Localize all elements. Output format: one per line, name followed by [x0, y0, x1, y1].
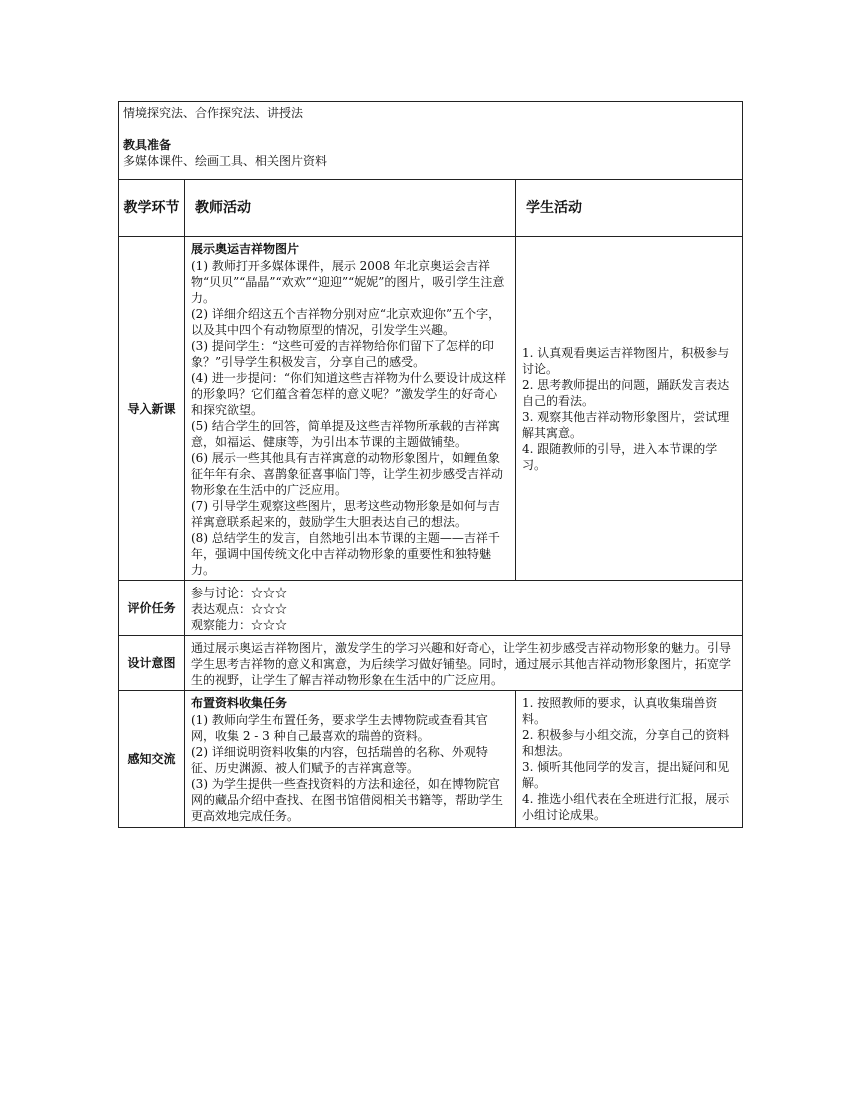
- design-row: [119, 636, 743, 691]
- tools-list: 多媒体课件、绘画工具、相关图片资料: [123, 154, 328, 168]
- header-student: 学生活动: [516, 180, 743, 237]
- lead-in-teacher-activity: [185, 237, 516, 581]
- list-item: (8) 总结学生的发言，自然地引出本节课的主题——吉祥千年，强调中国传统文化中吉祥动物形象的重要性和独特魅力。: [191, 531, 500, 577]
- list-item: 2. 思考教师提出的问题，踊跃发言表达自己的看法。: [522, 377, 730, 408]
- evaluation-row: [119, 581, 743, 636]
- list-item: (7) 引导学生观察这些图片，思考这些动物形象是如何与吉祥寓意联系起来的，鼓励学生大胆表达自己的想法。: [191, 499, 500, 529]
- list-item: 参与讨论：☆☆☆: [191, 586, 288, 600]
- header-stage: 教学环节: [119, 180, 185, 237]
- list-item: (6) 展示一些其他具有吉祥寓意的动物形象图片，如鲤鱼象征年年有余、喜鹊象征喜事临门等，让学生初步感受吉祥动物形象在生活中的广泛应用。: [191, 451, 504, 497]
- lead-in-title: 展示奥运吉祥物图片: [191, 242, 300, 256]
- teaching-methods: 情境探究法、合作探究法、讲授法: [123, 106, 304, 120]
- list-item: 1. 按照教师的要求，认真收集瑞兽资料。: [522, 696, 718, 726]
- list-item: 4. 推选小组代表在全班进行汇报，展示小组讨论成果。: [522, 792, 730, 822]
- lesson-plan-table: [118, 101, 743, 828]
- evaluation-stage: 评价任务: [119, 581, 185, 636]
- list-item: (2) 详细介绍这五个吉祥物分别对应“北京欢迎你”五个字，以及其中四个有动物原型的情况，引发学生兴趣。: [191, 307, 501, 337]
- list-item: 3. 倾听其他同学的发言，提出疑问和见解。: [522, 760, 730, 790]
- list-item: 3. 观察其他吉祥动物形象图片，尝试理解其寓意。: [522, 409, 730, 440]
- perception-row: [119, 691, 743, 828]
- list-item: 表达观点：☆☆☆: [191, 602, 288, 616]
- list-item: (1) 教师打开多媒体课件，展示 2008 年北京奥运会吉祥物“贝贝”“晶晶”“欢欢”“迎迎”“妮妮”的图片，吸引学生注意力。: [191, 259, 505, 305]
- list-item: (1) 教师向学生布置任务，要求学生去博物院或查看其官网，收集 2 - 3 种自己最喜欢的瑞兽的资料。: [191, 713, 488, 743]
- intro-row: [119, 102, 743, 180]
- design-text: 通过展示奥运吉祥物图片，激发学生的学习兴趣和好奇心，让学生初步感受吉祥动物形象的魅力。引导学生思考吉祥物的意义和寓意，为后续学习做好铺垫。同时，通过展示其他吉祥动物形象图片，拓宽学生的视野，让学生了解吉祥动物形象在生活中的广泛应用。: [185, 636, 743, 691]
- lead-in-stage: 导入新课: [119, 237, 185, 581]
- perception-title: 布置资料收集任务: [191, 696, 288, 710]
- list-item: (4) 进一步提问：“你们知道这些吉祥物为什么要设计成这样的形象吗？它们蕴含着怎样的意义呢？”激发学生的好奇心和探究欲望。: [191, 371, 506, 417]
- header-row: [119, 180, 743, 237]
- list-item: (5) 结合学生的回答，简单提及这些吉祥物所承载的吉祥寓意，如福运、健康等，为引出本节课的主题做铺垫。: [191, 419, 500, 449]
- lead-in-student-activity: [516, 237, 743, 581]
- intro-cell: [119, 102, 743, 180]
- header-teacher: 教师活动: [185, 180, 516, 237]
- list-item: 观察能力：☆☆☆: [191, 618, 288, 632]
- list-item: (2) 详细说明资料收集的内容，包括瑞兽的名称、外观特征、历史渊源、被人们赋予的吉祥寓意等。: [191, 745, 488, 775]
- tools-heading: 教具准备: [123, 138, 172, 152]
- lead-in-row: [119, 237, 743, 581]
- perception-student-activity: [516, 691, 743, 828]
- list-item: (3) 提问学生：“这些可爱的吉祥物给你们留下了怎样的印象？”引导学生积极发言，分享自己的感受。: [191, 339, 494, 369]
- perception-stage: 感知交流: [119, 691, 185, 828]
- design-stage: 设计意图: [119, 636, 185, 691]
- list-item: 4. 跟随教师的引导，进入本节课的学习。: [522, 441, 718, 472]
- list-item: 2. 积极参与小组交流，分享自己的资料和想法。: [522, 728, 730, 758]
- list-item: 1. 认真观看奥运吉祥物图片，积极参与讨论。: [522, 345, 730, 376]
- list-item: (3) 为学生提供一些查找资料的方法和途径，如在博物院官网的藏品介绍中查找、在图书馆借阅相关书籍等，帮助学生更高效地完成任务。: [191, 777, 504, 823]
- evaluation-items: [185, 581, 743, 636]
- perception-teacher-activity: [185, 691, 516, 828]
